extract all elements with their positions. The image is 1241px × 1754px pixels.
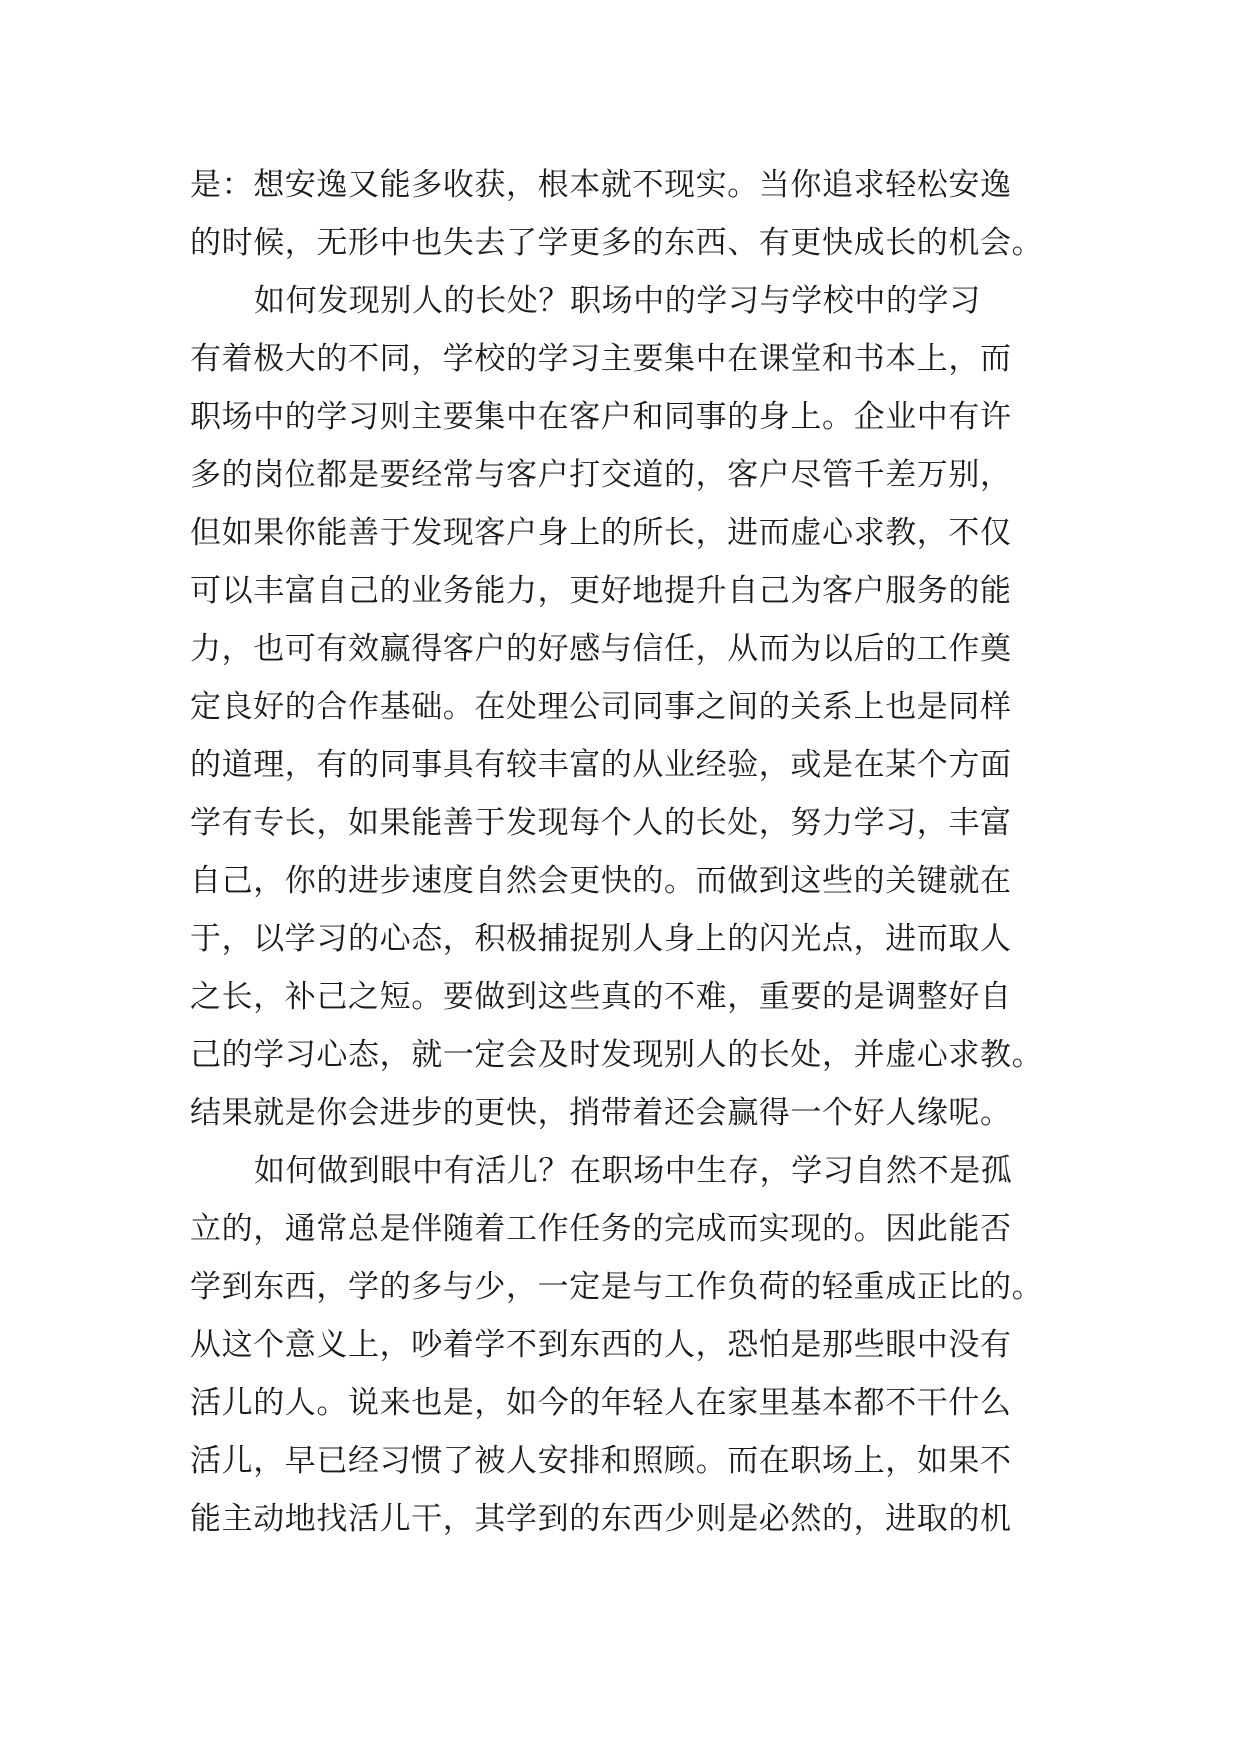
text-line: 结果就是你会进步的更快，捎带着还会赢得一个好人缘呢。 — [190, 1095, 1012, 1131]
body-text — [190, 156, 1070, 1548]
text-line: 能主动地找活儿干，其学到的东西少则是必然的，进取的机 — [190, 1501, 1012, 1537]
text-line: 职场中的学习则主要集中在客户和同事的身上。企业中有许 — [190, 399, 1012, 435]
text-line: 力，也可有效赢得客户的好感与信任，从而为以后的工作奠 — [190, 631, 1012, 667]
paragraph-start-line: 如何做到眼中有活儿？在职场中生存，学习自然不是孤 — [254, 1153, 1013, 1189]
text-line: 活儿的人。说来也是，如今的年轻人在家里基本都不干什么 — [190, 1385, 1012, 1421]
text-line: 多的岗位都是要经常与客户打交道的，客户尽管千差万别， — [190, 457, 1012, 493]
text-line: 自己，你的进步速度自然会更快的。而做到这些的关键就在 — [190, 863, 1012, 899]
text-line: 之长，补己之短。要做到这些真的不难，重要的是调整好自 — [190, 979, 1012, 1015]
text-line: 己的学习心态，就一定会及时发现别人的长处，并虚心求教。 — [190, 1037, 1044, 1073]
text-line: 可以丰富自己的业务能力，更好地提升自己为客户服务的能 — [190, 573, 1012, 609]
text-line: 的道理，有的同事具有较丰富的从业经验，或是在某个方面 — [190, 747, 1012, 783]
text-line: 于，以学习的心态，积极捕捉别人身上的闪光点，进而取人 — [190, 921, 1012, 957]
text-line: 有着极大的不同，学校的学习主要集中在课堂和书本上，而 — [190, 341, 1012, 377]
text-line: 但如果你能善于发现客户身上的所长，进而虚心求教，不仅 — [190, 515, 1012, 551]
text-line: 学到东西，学的多与少，一定是与工作负荷的轻重成正比的。 — [190, 1269, 1044, 1305]
text-line: 从这个意义上，吵着学不到东西的人，恐怕是那些眼中没有 — [190, 1327, 1012, 1363]
text-line: 活儿，早已经习惯了被人安排和照顾。而在职场上，如果不 — [190, 1443, 1012, 1479]
text-line: 学有专长，如果能善于发现每个人的长处，努力学习，丰富 — [190, 805, 1012, 841]
paragraph-start-line: 如何发现别人的长处？职场中的学习与学校中的学习 — [254, 283, 981, 319]
text-line: 的时候，无形中也失去了学更多的东西、有更快成长的机会。 — [190, 225, 1044, 261]
text-line: 立的，通常总是伴随着工作任务的完成而实现的。因此能否 — [190, 1211, 1012, 1247]
text-line: 定良好的合作基础。在处理公司同事之间的关系上也是同样 — [190, 689, 1012, 725]
text-line: 是：想安逸又能多收获，根本就不现实。当你追求轻松安逸 — [190, 167, 1012, 203]
